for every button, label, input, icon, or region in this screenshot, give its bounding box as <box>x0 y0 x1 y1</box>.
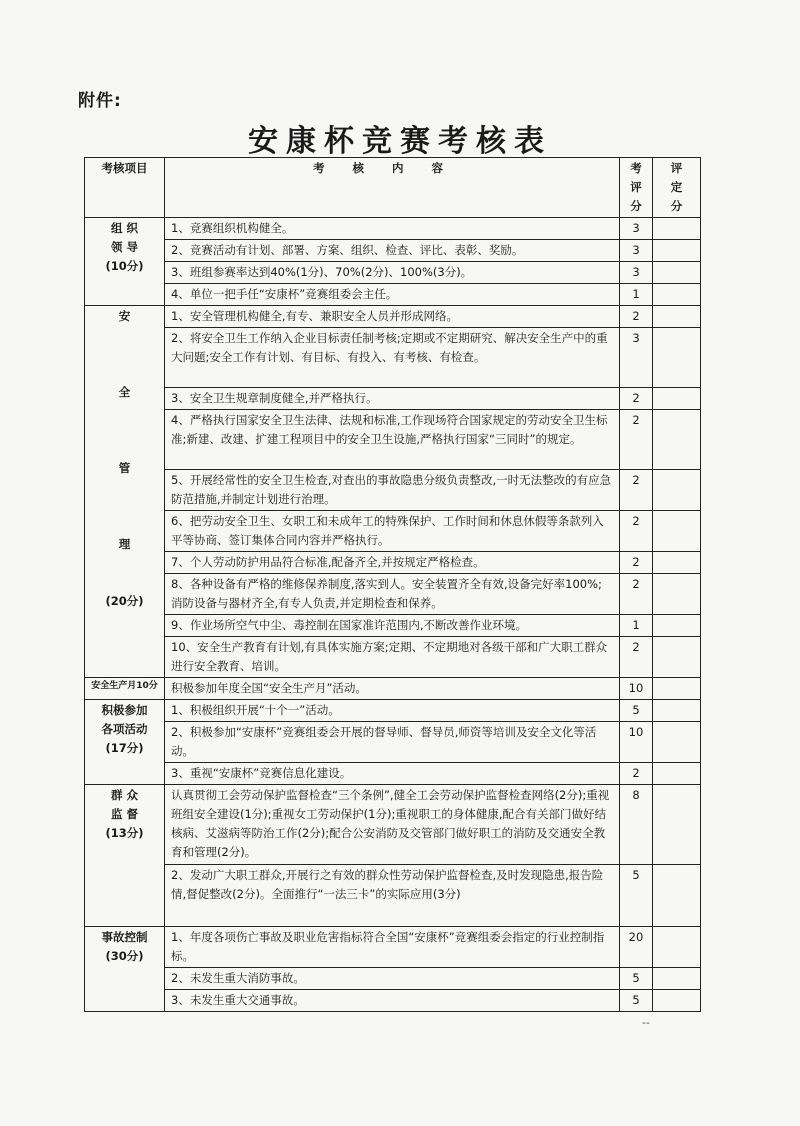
table-row <box>85 552 701 574</box>
score-cell: 3 <box>620 240 653 262</box>
category-cell: 安 全 管 理 (20分) <box>85 306 165 678</box>
score-cell: 3 <box>620 262 653 284</box>
table-row <box>85 284 701 306</box>
review-score-cell[interactable] <box>653 990 701 1012</box>
table-row <box>85 388 701 410</box>
score-cell: 2 <box>620 306 653 328</box>
table-row <box>85 410 701 470</box>
content-cell: 8、各种设备有严格的维修保养制度,落实到人。安全装置齐全有效,设备完好率100%;消防设备与器材齐全,有专人负责,并定期检查和保养。 <box>165 574 620 615</box>
content-cell: 4、单位一把手任“安康杯”竞赛组委会主任。 <box>165 284 620 306</box>
review-score-cell[interactable] <box>653 865 701 927</box>
content-cell: 4、严格执行国家安全卫生法律、法规和标准,工作现场符合国家规定的劳动安全卫生标准;新建、改建、扩建工程项目中的安全卫生设施,严格执行国家“三同时”的规定。 <box>165 410 620 470</box>
content-cell: 3、班组参赛率达到40%(1分)、70%(2分)、100%(3分)。 <box>165 262 620 284</box>
score-cell: 10 <box>620 722 653 763</box>
review-score-cell[interactable] <box>653 968 701 990</box>
content-cell: 7、个人劳动防护用品符合标准,配备齐全,并按规定严格检查。 <box>165 552 620 574</box>
content-cell: 认真贯彻工会劳动保护监督检查“三个条例”,健全工会劳动保护监督检查网络(2分);重视班组安全建设(1分);重视女工劳动保护(1分);重视职工的身体健康,配合有关部门做好结核病、艾滋病等防治工作(2分);配合公安消防及交管部门做好职工的消防及交通安全教育和管理(2分)。 <box>165 785 620 865</box>
review-score-cell[interactable] <box>653 700 701 722</box>
content-cell: 9、作业场所空气中尘、毒控制在国家准许范围内,不断改善作业环境。 <box>165 615 620 637</box>
table-row <box>85 865 701 927</box>
score-cell: 3 <box>620 218 653 240</box>
table-row <box>85 615 701 637</box>
score-cell: 10 <box>620 678 653 700</box>
score-cell: 20 <box>620 927 653 968</box>
content-cell: 6、把劳动安全卫生、女职工和未成年工的特殊保护、工作时间和休息休假等条款列入平等协商、签订集体合同内容并严格执行。 <box>165 511 620 552</box>
table-row <box>85 785 701 865</box>
score-cell: 3 <box>620 328 653 388</box>
header-review: 评 定 分 <box>653 158 701 218</box>
content-cell: 1、安全管理机构健全,有专、兼职安全人员并形成网络。 <box>165 306 620 328</box>
review-score-cell[interactable] <box>653 306 701 328</box>
score-cell: 2 <box>620 410 653 470</box>
score-cell: 2 <box>620 552 653 574</box>
assessment-table <box>84 157 701 1012</box>
review-score-cell[interactable] <box>653 552 701 574</box>
review-score-cell[interactable] <box>653 722 701 763</box>
header-content: 考核内容 <box>165 158 620 218</box>
score-cell: 2 <box>620 637 653 678</box>
review-score-cell[interactable] <box>653 218 701 240</box>
table-row <box>85 678 701 700</box>
review-score-cell[interactable] <box>653 785 701 865</box>
content-cell: 2、竞赛活动有计划、部署、方案、组织、检查、评比、表彰、奖励。 <box>165 240 620 262</box>
score-cell: 2 <box>620 388 653 410</box>
content-cell: 2、将安全卫生工作纳入企业目标责任制考核;定期或不定期研究、解决安全生产中的重大问题;安全工作有计划、有目标、有投入、有考核、有检查。 <box>165 328 620 388</box>
review-score-cell[interactable] <box>653 511 701 552</box>
table-row <box>85 968 701 990</box>
table-row <box>85 470 701 511</box>
header-row <box>85 158 701 218</box>
content-cell: 3、安全卫生规章制度健全,并严格执行。 <box>165 388 620 410</box>
score-cell: 2 <box>620 574 653 615</box>
review-score-cell[interactable] <box>653 388 701 410</box>
score-cell: 5 <box>620 700 653 722</box>
page-title: 安康杯竞赛考核表 <box>248 124 552 159</box>
content-cell: 2、积极参加“安康杯”竞赛组委会开展的督导师、督导员,师资等培训及安全文化等活动。 <box>165 722 620 763</box>
table-row <box>85 927 701 968</box>
table-row <box>85 722 701 763</box>
score-cell: 5 <box>620 968 653 990</box>
review-score-cell[interactable] <box>653 328 701 388</box>
category-cell: 事故控制 (30分) <box>85 927 165 1012</box>
review-score-cell[interactable] <box>653 410 701 470</box>
score-cell: 5 <box>620 990 653 1012</box>
review-score-cell[interactable] <box>653 678 701 700</box>
category-cell: 安全生产月10分 <box>85 678 165 700</box>
review-score-cell[interactable] <box>653 470 701 511</box>
content-cell: 3、未发生重大交通事故。 <box>165 990 620 1012</box>
table-row <box>85 990 701 1012</box>
table-row <box>85 637 701 678</box>
table-row <box>85 306 701 328</box>
content-cell: 10、安全生产教育有计划,有具体实施方案;定期、不定期地对各级干部和广大职工群众进行安全教育、培训。 <box>165 637 620 678</box>
score-cell: 8 <box>620 785 653 865</box>
score-cell: 1 <box>620 284 653 306</box>
table-row <box>85 700 701 722</box>
review-score-cell[interactable] <box>653 927 701 968</box>
content-cell: 积极参加年度全国“安全生产月”活动。 <box>165 678 620 700</box>
review-score-cell[interactable] <box>653 615 701 637</box>
score-cell: 5 <box>620 865 653 927</box>
table-row <box>85 763 701 785</box>
review-score-cell[interactable] <box>653 637 701 678</box>
header-score: 考 评 分 <box>620 158 653 218</box>
table-row <box>85 218 701 240</box>
score-cell: 1 <box>620 615 653 637</box>
score-cell: 2 <box>620 470 653 511</box>
content-cell: 5、开展经常性的安全卫生检查,对查出的事故隐患分级负责整改,一时无法整改的有应急防范措施,并制定计划进行治理。 <box>165 470 620 511</box>
score-cell: 2 <box>620 763 653 785</box>
review-score-cell[interactable] <box>653 240 701 262</box>
review-score-cell[interactable] <box>653 262 701 284</box>
review-score-cell[interactable] <box>653 284 701 306</box>
content-cell: 3、重视“安康杯”竞赛信息化建设。 <box>165 763 620 785</box>
table-row <box>85 511 701 552</box>
table-row <box>85 574 701 615</box>
score-cell: 2 <box>620 511 653 552</box>
content-cell: 2、发动广大职工群众,开展行之有效的群众性劳动保护监督检查,及时发现隐患,报告险情,督促整改(2分)。全面推行“一法三卡”的实际应用(3分) <box>165 865 620 927</box>
attachment-label: 附件: <box>78 91 122 111</box>
category-cell: 组 织 领 导 (10分) <box>85 218 165 306</box>
table-row <box>85 240 701 262</box>
category-cell: 积极参加 各项活动 (17分) <box>85 700 165 785</box>
review-score-cell[interactable] <box>653 574 701 615</box>
page-mark: -- <box>642 1016 650 1029</box>
table-row <box>85 328 701 388</box>
content-cell: 2、未发生重大消防事故。 <box>165 968 620 990</box>
review-score-cell[interactable] <box>653 763 701 785</box>
content-cell: 1、积极组织开展“十个一”活动。 <box>165 700 620 722</box>
content-cell: 1、竞赛组织机构健全。 <box>165 218 620 240</box>
content-cell: 1、年度各项伤亡事故及职业危害指标符合全国“安康杯”竞赛组委会指定的行业控制指标。 <box>165 927 620 968</box>
header-item: 考核项目 <box>85 158 165 218</box>
category-cell: 群 众 监 督 (13分) <box>85 785 165 927</box>
table-row <box>85 262 701 284</box>
